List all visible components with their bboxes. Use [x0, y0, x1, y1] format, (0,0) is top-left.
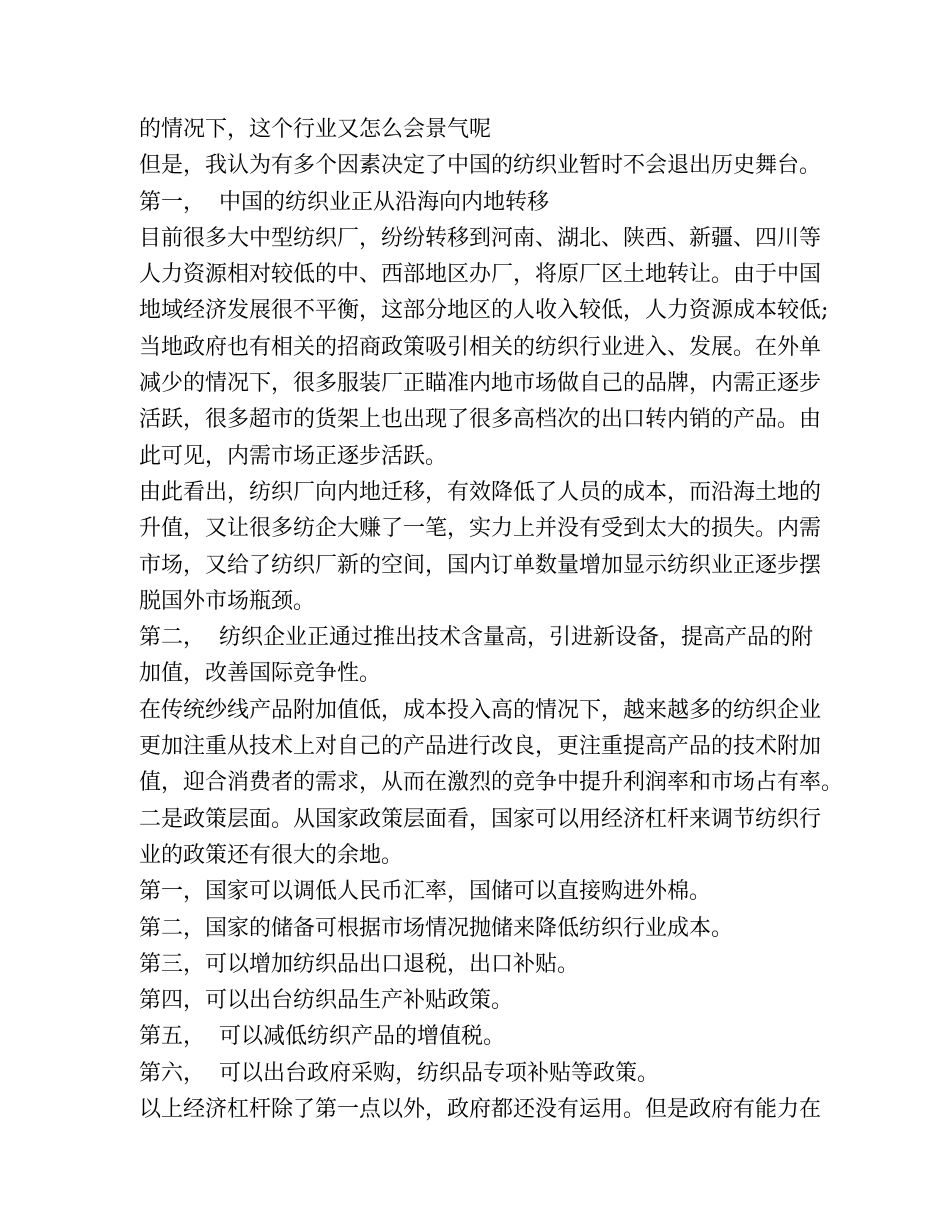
text-line: 当地政府也有相关的招商政策吸引相关的纺织行业进入、发展。在外单 [139, 334, 822, 360]
document-body [139, 112, 844, 1128]
text-line: 但是，我认为有多个因素决定了中国的纺织业暂时不会退出历史舞台。 [139, 153, 822, 179]
text-line: 在传统纱线产品附加值低，成本投入高的情况下，越来越多的纺织企业 [139, 697, 822, 723]
text-line: 第一， 中国的纺织业正从沿海向内地转移 [139, 189, 549, 215]
text-line: 第六， 可以出台政府采购，纺织品专项补贴等政策。 [139, 1060, 659, 1086]
text-line: 值，迎合消费者的需求，从而在激烈的竞争中提升利润率和市场占有率。 [139, 770, 844, 796]
text-line: 第四，可以出台纺织品生产补贴政策。 [139, 988, 514, 1014]
text-line: 以上经济杠杆除了第一点以外，政府都还没有运用。但是政府有能力在 [139, 1097, 822, 1123]
text-line: 第二， 纺织企业正通过推出技术含量高，引进新设备，提高产品的附 [139, 625, 813, 651]
text-line: 升值，又让很多纺企大赚了一笔，实力上并没有受到太大的损失。内需 [139, 516, 822, 542]
text-line: 人力资源相对较低的中、西部地区办厂，将原厂区土地转让。由于中国 [139, 262, 822, 288]
text-line: 地域经济发展很不平衡，这部分地区的人收入较低，人力资源成本较低; [139, 298, 829, 324]
text-line: 二是政策层面。从国家政策层面看，国家可以用经济杠杆来调节纺织行 [139, 806, 822, 832]
text-line: 第五， 可以减低纺织产品的增值税。 [139, 1024, 505, 1050]
text-line: 由此看出，纺织厂向内地迁移，有效降低了人员的成本，而沿海土地的 [139, 479, 822, 505]
text-line: 第二，国家的储备可根据市场情况抛储来降低纺织行业成本。 [139, 915, 734, 941]
text-line: 活跃，很多超市的货架上也出现了很多高档次的出口转内销的产品。由 [139, 407, 822, 433]
text-line: 此可见，内需市场正逐步活跃。 [139, 443, 448, 469]
text-line: 的情况下，这个行业又怎么会景气呢 [139, 117, 492, 142]
text-line: 第三，可以增加纺织品出口退税，出口补贴。 [139, 951, 580, 977]
text-line: 第一，国家可以调低人民币汇率，国储可以直接购进外棉。 [139, 879, 712, 905]
text-line: 减少的情况下，很多服装厂正瞄准内地市场做自己的品牌，内需正逐步 [139, 371, 822, 397]
text-line: 加值，改善国际竞争性。 [139, 661, 382, 687]
text-line: 更加注重从技术上对自己的产品进行改良，更注重提高产品的技术附加 [139, 734, 822, 760]
text-line: 市场，又给了纺织厂新的空间，国内订单数量增加显示纺织业正逐步摆 [139, 552, 822, 578]
text-line: 业的政策还有很大的余地。 [139, 842, 404, 868]
text-line: 目前很多大中型纺织厂，纷纷转移到河南、湖北、陕西、新疆、四川等 [139, 225, 822, 251]
text-line: 脱国外市场瓶颈。 [139, 588, 316, 614]
